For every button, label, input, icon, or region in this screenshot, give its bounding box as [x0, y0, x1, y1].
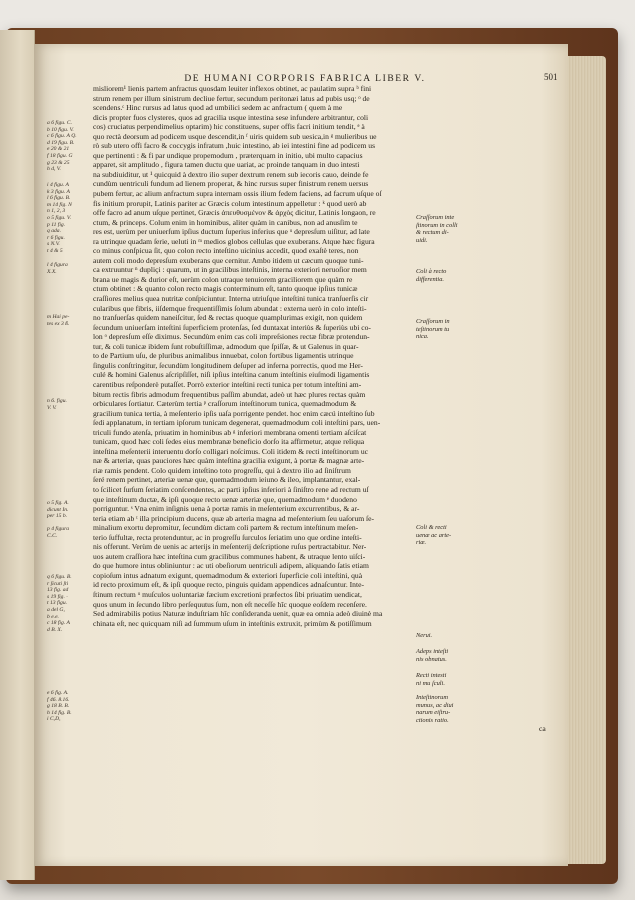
text-line: cos) cruciatus perpendimelius optarim) hic constituens, super offis facri initium tendit, ᵉ à [93, 122, 365, 132]
margin-note [416, 214, 478, 244]
text-line: copioſum intus adnatum exigunt, quemadmodum & exteriori ſuperficie coli inteſtini, quà [93, 570, 363, 580]
body-text [93, 84, 403, 628]
text-line: inteſtina meſenterii interuentu dorſo colligari noſcimus. Coli itidem & recti inteſtinorum uc [93, 446, 368, 456]
text-line: ſeré renem pertinet, arteriæ uenæ que, quemadmodum ieiuno & ileo, implantantur, exal- [93, 475, 361, 485]
text-line: uos autem craſſiora hæc inteſtina cum gracilibus communes habent, & utraque lento uiſci- [93, 551, 366, 561]
margin-note-line: Adeps inteſti [416, 648, 449, 655]
text-line: riæ ramis pendent. Colo quidem inteſtino toto progreſſu, qui à dextro ilio ad ſiniſtrum [93, 465, 351, 475]
text-line: ſecundum uniuerſam inteſtini ſuperficiem protenſas, ſed duntaxat interiùs & ſuperiùs ubi co- [93, 322, 371, 332]
margin-ref: o 5 figu. V. [47, 214, 71, 221]
margin-ref: h 14 fig. B. [47, 709, 72, 716]
text-line: minalium exortu depromitur, ſecundùm dictam coli partem & rectum inteſtinum meſen- [93, 523, 359, 533]
margin-ref: m 14 fig. N [47, 201, 72, 208]
text-line: ctum, & princeps. Colum enim in hominibus, aliter quàm in canibus, non ad anusſim te [93, 217, 358, 227]
margin-ref: a 6 figu. C. [47, 120, 73, 126]
margin-note [416, 524, 478, 547]
margin-note-line: Nerui. [416, 632, 433, 639]
margin-ref-group [47, 690, 91, 723]
margin-note-line: Craſſorum inte [416, 214, 455, 221]
margin-note-line: Recti intesti [416, 672, 447, 679]
text-line: offe facro ad anum uſque pertinet, Græcis ἀπευθυσμένον & ἀρχὸς dicitur, Latinis longaon, re [93, 208, 376, 218]
text-line: res est, uerùm per uniuerſum ipſius ductum ſuperius inferius que ᵘ depresſum uiſitur, ad late [93, 227, 370, 237]
text-line: quo rectà deorsum ad podicem usque descendit,in ᶠ uiris quidem sub uesica,in ᵍ mulieribus ue [93, 131, 377, 141]
margin-ref: q 6 figu. B. [47, 574, 72, 580]
text-line: ctum obtinet : & quanto colon recto magis conterminum eſt, tanto quoque ipſius tunicæ [93, 284, 358, 294]
margin-ref: tes ex 3 ß. [47, 320, 70, 327]
margin-ref: b 10 figu. V. [47, 126, 74, 133]
text-line: teria etiam ab ᵗ illa principium ducens, quæ ab arteria magna ad meſenterium ſeu uaſorum ſe- [93, 513, 375, 523]
text-line: lon ᵒ depresſum eſſe diximus. Secundùm enim cas coli impreſsiones rectæ fibræ protendun- [93, 332, 370, 342]
margin-ref: t 4 & 5 [47, 247, 63, 254]
margin-ref-group [47, 262, 91, 275]
margin-ref-group [47, 526, 91, 539]
text-line: carentibus reſponderè putaſſet. Porrò exterior inteſtini recti tunica per totum inteſtini am- [93, 379, 362, 389]
text-line: porriguntur. ˢ Vna enim inſignis uena à portæ ramis in meſenterium excurrentibus, & ar- [93, 504, 360, 514]
running-head: DE HUMANI CORPORIS FABRICA LIBER V. [184, 74, 426, 84]
margin-note [416, 648, 478, 663]
text-line: misliorem¹ lienis partem anfractus quosdam leuiter inflexos obtinet, ac paulatim supra ᵇ fini [93, 84, 372, 93]
text-line: que inteſtinum ductæ, & ipſi quoque recto uenæ arteriæ que, quemadmodum ᵉ duodeno [93, 494, 357, 504]
margin-note-line: Coli à recto [416, 268, 447, 275]
text-line: quos unum in ſecundo libro perſequutus ſum, non eſt neceſſe hîc quoque eoſdem recenſere. [93, 599, 367, 609]
margin-ref: r 6 figu. [47, 234, 65, 241]
text-line: craſſiores melius quea nutritæ conſpiciuntur. Interna utriuſque inteſtini tunica tranſuerſis cir [93, 294, 369, 304]
text-line: brana ue magis & durior eſt, uerùm colon utraque tenuiorem graciliorem que quàm re [93, 274, 353, 284]
text-line: to de Partium uſu, de pluribus animalibus innuebat, colon fortibus ligamentis utrinque [93, 351, 354, 361]
text-line: cundùm uentriculi fundum ad lienem properat, & hinc rursus super finistrum renem uersus [93, 179, 369, 189]
text-line: ca extruuntur ⁿ dupliçi : quarum, ut in gracilibus inteſtinis, interna exteriori neruoſior mem [93, 265, 367, 275]
text-line: orbiculares ſortiatur. Cæterùm tertia ᵖ craſſorum inteſtinorum tunica, quemadmodum & [93, 399, 357, 409]
folio-number: 501 [544, 72, 558, 82]
margin-ref: d B. X. [47, 626, 63, 633]
margin-ref: l 6 figu. B. [47, 195, 71, 202]
margin-ref-group [47, 398, 91, 411]
margin-ref-group [47, 120, 91, 173]
margin-note-line: riæ. [416, 539, 427, 547]
margin-note-line: Coli & recti [416, 524, 447, 531]
margin-ref: t 13 figu. [47, 600, 68, 607]
margin-ref: f 18 figu. G [47, 152, 73, 159]
text-line: næ & arteriæ, quas pauciores hæc quàm inteſtina gracilia exigunt, à portæ & magnæ arte- [93, 456, 365, 466]
text-line: que pertinenti : & fi par undique propemodum , præterquam in initio, ubi multo capacius [93, 150, 363, 160]
margin-note-line: & rectum di- [416, 229, 449, 237]
margin-ref: l 4 figura [47, 262, 68, 268]
text-line: autem coli modo depresſum exuberans que cernitur. Ambo itidem ut cæcum quoque tuni- [93, 255, 364, 265]
margin-ref: e 6 fig. A. [47, 690, 69, 696]
text-line: no tranſuerſas quidem naneiſcitur, ſed & rectas quoque quamplurimas exigit, non quidem [93, 313, 363, 323]
margin-note-line: ctionis ratio. [416, 716, 449, 724]
text-line: apparet, sit amplitudo , figura tamen ductu que uariat, ac proinde tanquam in duo intesti [93, 160, 360, 170]
margin-ref: n 6. figu. [47, 398, 67, 404]
margin-note [416, 318, 478, 341]
margin-ref: m Hai pe- [47, 314, 70, 320]
text-line: Sed admirabilis potius Naturæ induſtriam hîc conſideranda uenit, quæ ea omnia adeò diuinè ma [93, 609, 383, 619]
text-line: nis offerunt. Verùm de uenis ac arterijs in meſenterij deſcriptione ruſus pertractabitur. Ner- [93, 542, 367, 552]
margin-note-line: ſtinorum in colli [416, 221, 458, 229]
margin-ref: r ſicuti ſti [47, 580, 69, 587]
margin-ref: 13 fig. ad [47, 587, 69, 594]
text-line: ſtinum rectum ᵘ muſculos uoluntariæ fæcium excretioni præfectos ſibi priuatim uendicat, [93, 589, 362, 599]
text-line: culé & homini Galenus aſcripſiſſet, niſi ipſius inteſtina canum inteſtinis eiuſmodi ligamentis [93, 370, 370, 380]
margin-ref: c 18 fig. A [47, 620, 70, 627]
text-line: to ſcilicet ſurſum ſeriatim conſcendentes, ac parti ipſius inferiori à ſiniſtro rene ad rectum uſ [93, 484, 369, 494]
text-line: tunicam, quod hæc coli ſedes eius membranæ beneficio dorſo ita affirmetur, atque reliqua [93, 437, 365, 447]
text-line: triculi fundo atenſa, priuatim in hominibus ab ᵍ inferiori membrana omenti tertiam aſciſcat [93, 427, 367, 437]
margin-ref: C.C. [47, 532, 58, 539]
text-line: co minus conſpicua ſit, quo colon recto inteſtino uicinius accedit, quod exaſtè teres, non [93, 246, 359, 256]
text-line: chinata eſt, nec quicquam niſi ad ſummum uſum in inteſtinis extruxit, primùm & potiſſimum [93, 618, 372, 628]
text-line: cularibus que fibris, iiſdemque frequentiſſimis ſolum abundat : externa uerò in colo inteſti- [93, 303, 367, 313]
margin-note-line: Inteſtinorum [416, 694, 448, 701]
margin-ref-group [47, 182, 91, 255]
margin-ref: h d, V. [47, 166, 61, 173]
margin-ref: g 23 & 25 [47, 159, 70, 166]
text-line: scendens.ᶜ Hinc rursus ad latus quod ad umbilici sedem ac anfractum ( quem à me [93, 103, 343, 113]
text-line: na subdiuiditur, ut ¹ quicquid à dextro ilio super dextrum renem sub iecoris cauo, deinde fe [93, 169, 369, 179]
text-line: do que humore intus obliniuntur : ac uti obeſiorum uentriculi adipem, aliquando ſatis etiam [93, 561, 369, 571]
margin-note [416, 694, 478, 724]
text-line: strum renem per illum sinistrum decliue fertur, secundum peritonæi latus ad pubis usq; ᵒ de [93, 93, 370, 103]
text-line: tur, & coli tunicæ ibidem ſunt robuſtiſſimæ, admodum que ſpiſſæ, & ut Galenus in quar- [93, 341, 359, 351]
left-page-edge [0, 30, 35, 880]
margin-ref: i C,D, [47, 716, 61, 723]
margin-note-line: teſtinorum tu [416, 325, 450, 333]
margin-note-line: narum eiſtru- [416, 709, 451, 717]
margin-note [416, 672, 478, 687]
margin-ref: o 5 fig. A. [47, 500, 69, 506]
margin-ref: p 11 fig. [47, 221, 66, 228]
margin-ref: per 15 b. [47, 513, 68, 520]
margin-ref: dicunt In. [47, 506, 69, 513]
margin-note [416, 268, 478, 283]
margin-ref: c 6 figu. A Q. [47, 133, 77, 140]
text-line: ſedi applanatum, in tertiam ipſorum tunicam degenerat, quemadmodum coli inteſtini pars, uen- [93, 418, 381, 428]
text-line: rò sub utero offi facro & coccygis infratum ,huic intestino, ab iei intestini fine ad podicem us [93, 141, 376, 151]
margin-note-line: differentia. [416, 275, 444, 283]
margin-ref: q ada. [47, 228, 61, 235]
margin-ref: n 1, 2, 3 [47, 208, 66, 215]
margin-ref-group [47, 314, 91, 327]
margin-ref: e 20 & 21 [47, 146, 70, 153]
margin-ref: b e.e. [47, 613, 59, 620]
margin-note-line: uidi. [416, 236, 428, 244]
margin-ref-group [47, 574, 91, 633]
margin-ref-group [47, 500, 91, 520]
margin-ref: i 4 figu. A [47, 182, 69, 188]
text-line: terio ſuffultæ, recta protenduntur, ac in progreſſu ſurculos ſeriatim uno que ordine inteſti- [93, 532, 362, 542]
margin-note-line: ni mu ſculi. [416, 679, 445, 687]
margin-note-line: nis obnatus. [416, 655, 447, 663]
text-line: bitum rectis fibris admodum frequentibus paſſim abundat, adeò ut hæc plures rectas quàm [93, 389, 366, 399]
text-line: id recto proximum eſt, & ipſi quoque recto, pinguis quidam appendices adnaſcuntur. Inte- [93, 580, 364, 590]
margin-ref: g 18 B. B. [47, 703, 70, 710]
margin-ref: k 3 figu. A [47, 188, 70, 195]
margin-note [416, 632, 478, 640]
margin-ref: s N.V. [47, 241, 60, 248]
margin-ref: d 19 figu. B. [47, 139, 75, 146]
margin-note-line: Craſſorum in [416, 318, 450, 325]
margin-ref: f 46. 8.16. [47, 696, 70, 703]
margin-ref: s 19 fig. · [47, 593, 68, 600]
margin-ref: V. V. [47, 404, 57, 411]
margin-note-line: uenæ ac arte- [416, 531, 452, 539]
margin-note-line: nica. [416, 333, 429, 341]
margin-note-line: munus, ac diui [416, 701, 454, 709]
catchword: ca [539, 724, 546, 733]
text-line: dicis propter fuos clysteres, quos ad gracilia usque intestina sese infundere arbitrantur, coli [93, 112, 369, 122]
text-line: fis initium prorupit, Latinis pariter ac Græcis colum intestinum appelletur : ᵏ quod uerò ab [93, 198, 367, 208]
text-line: pubem fertur, ac alium anfractum supra internam ossis ilium fedem faciens, ad facrum uſque oſ [93, 189, 382, 199]
margin-ref: X.X. [47, 268, 57, 275]
text-line: ra utrinque quadam ſerie, ueluti in ᵐ medios globos cellulas que exuberans. Atque hæc figura [93, 236, 375, 246]
text-line: gracilium tunica tertia, à meſenterio ipſis uaſa porrigente pendet. hoc enim cæcú inteſtino ſub [93, 408, 375, 418]
text-line: ſingulis conſtringitur, ſecundùm longitudinem deſuper ad inferna porrectis, quod me Her- [93, 360, 363, 370]
page-edges [566, 56, 606, 864]
margin-ref: a del G, [47, 606, 65, 613]
margin-ref: p 4 figura [47, 526, 70, 532]
